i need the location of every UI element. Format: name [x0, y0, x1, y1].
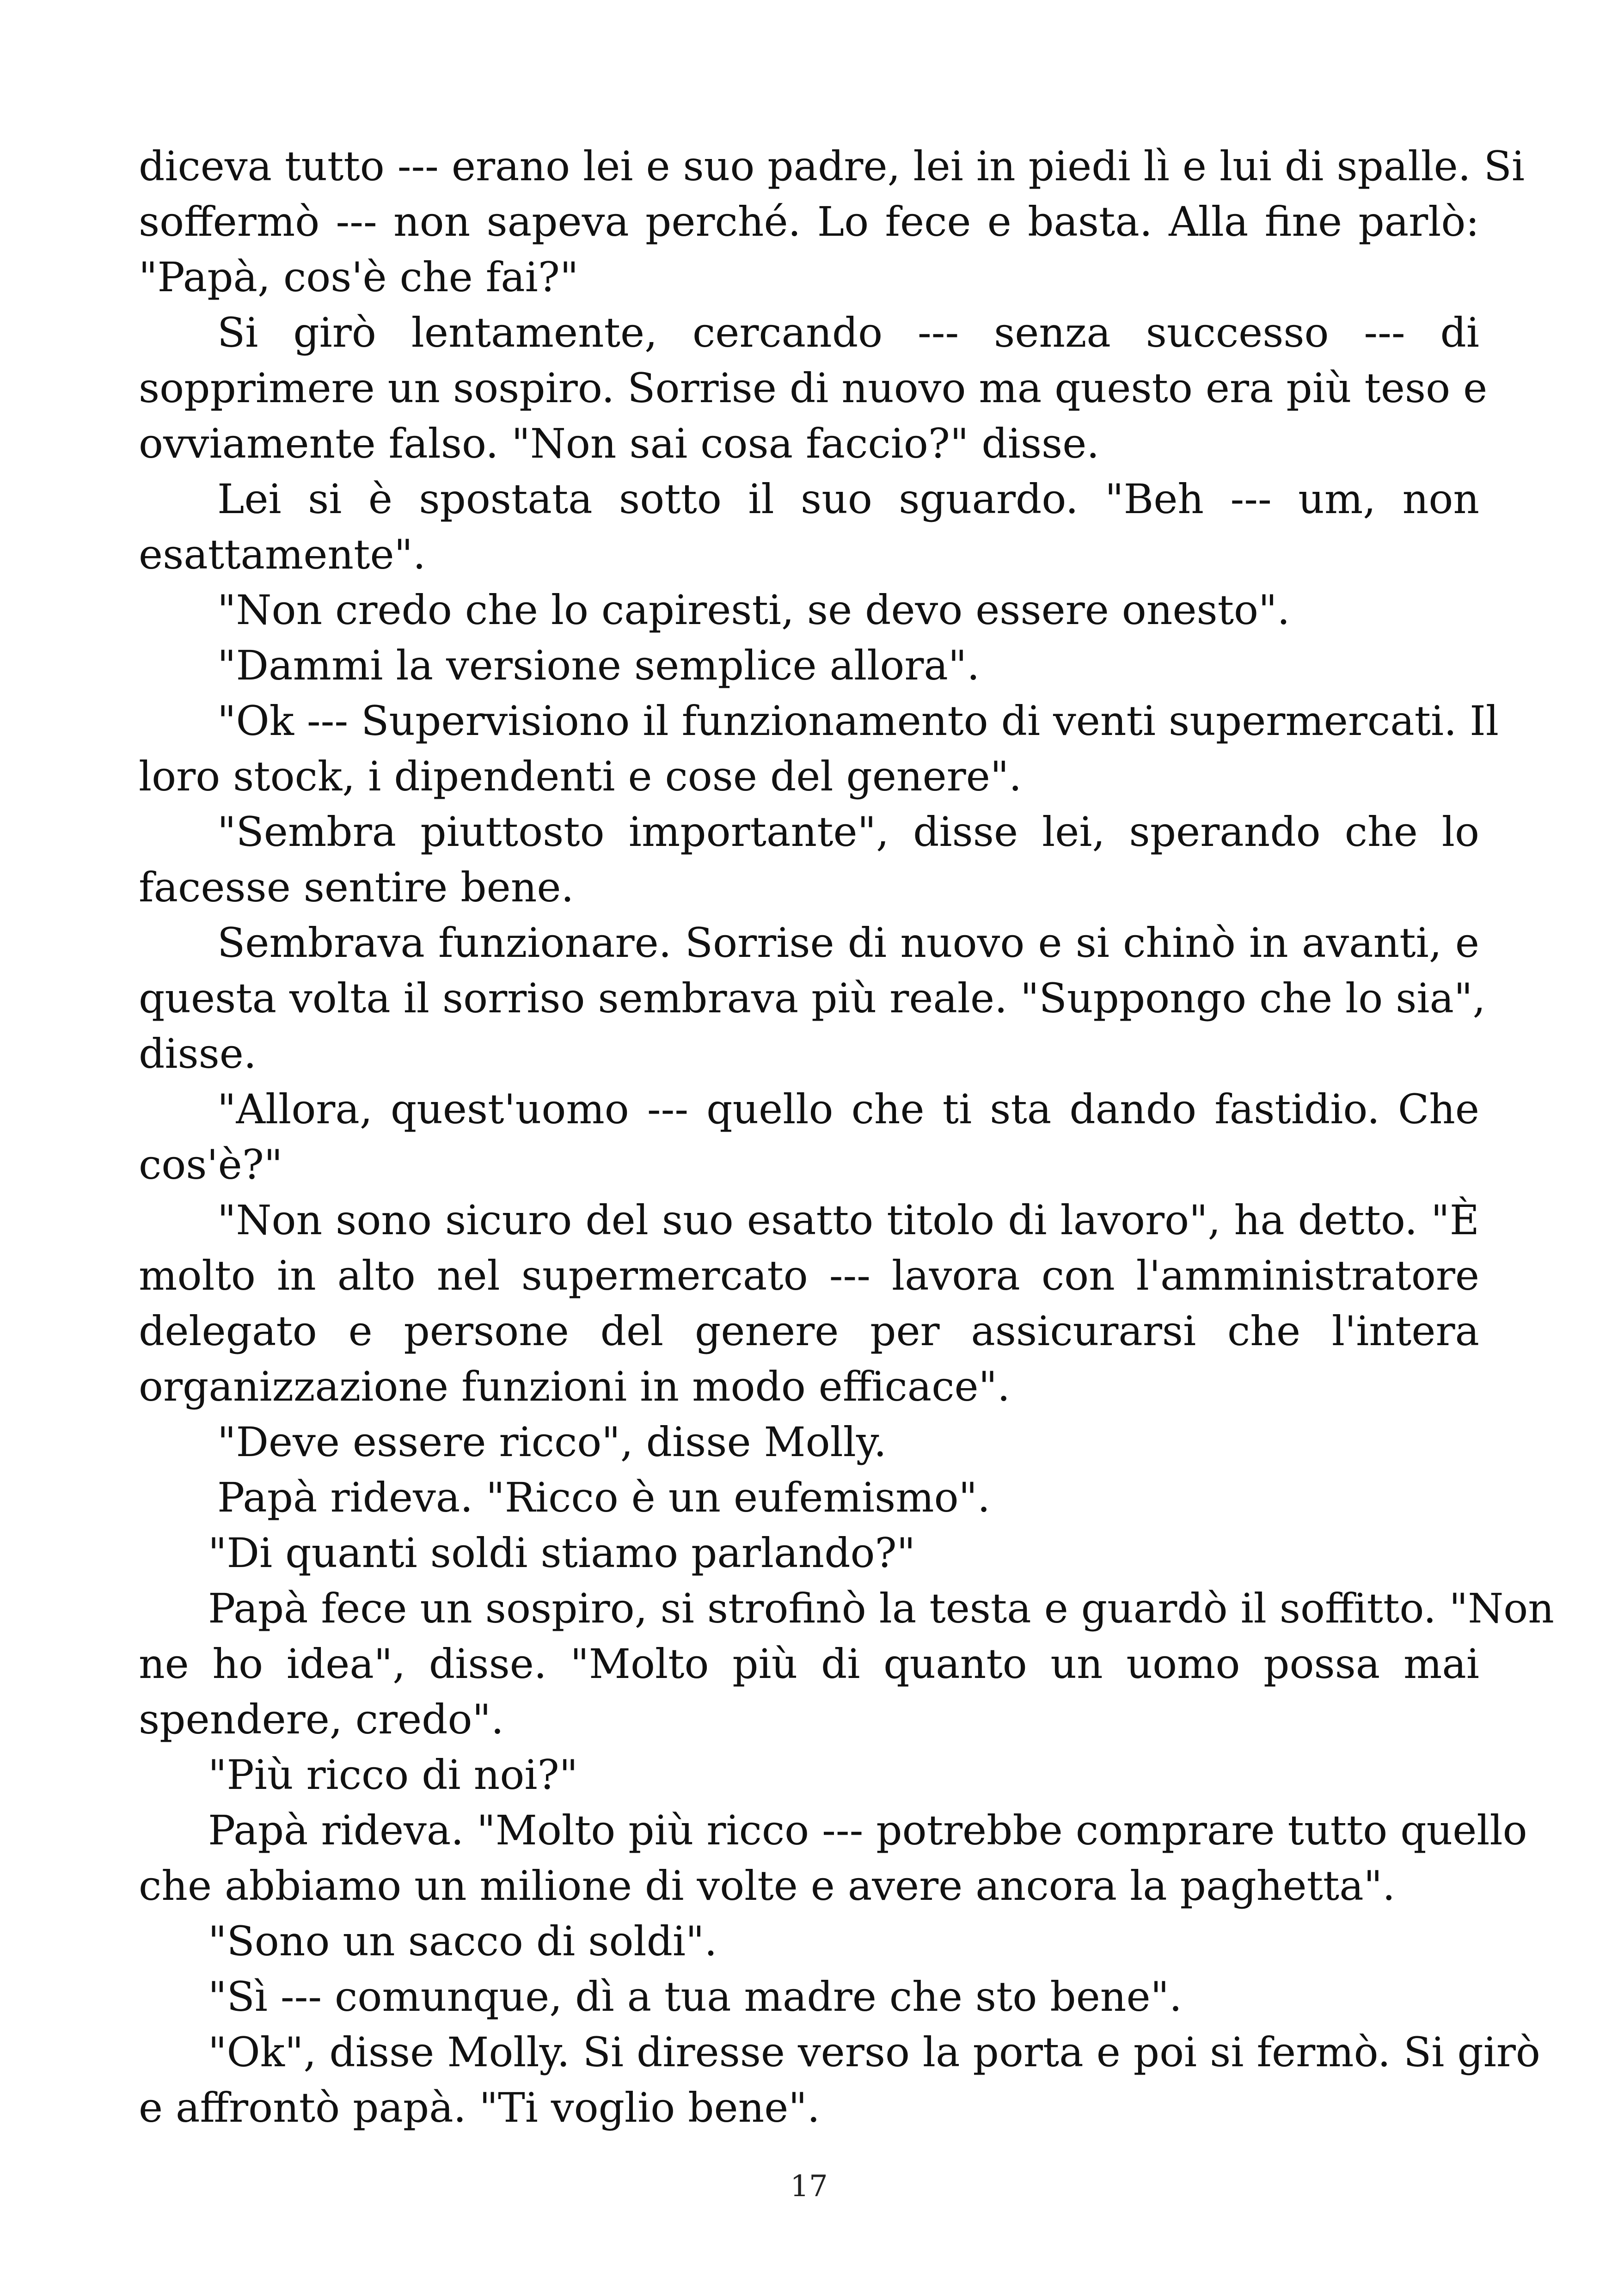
- paragraph-start: "Non sono sicuro del suo esatto titolo di lavoro", ha detto. "È: [217, 1196, 1479, 1244]
- paragraph-start: Papà rideva. "Ricco è un eufemismo".: [217, 1474, 991, 1521]
- paragraph-start: "Allora, quest'uomo --- quello che ti sta dando fastidio. Che: [217, 1085, 1479, 1133]
- paragraph-start: "Deve essere ricco", disse Molly.: [217, 1418, 887, 1466]
- paragraph-start: "Ok", disse Molly. Si diresse verso la porta e poi si fermò. Si girò: [208, 2028, 1540, 2076]
- paragraph-start: Papà fece un sospiro, si strofinò la testa e guardò il soffitto. "Non: [208, 1585, 1554, 1632]
- text-line: organizzazione funzioni in modo efficace".: [139, 1363, 1011, 1410]
- paragraph-start: Si girò lentamente, cercando --- senza successo --- di: [217, 309, 1479, 356]
- text-line: ovviamente falso. "Non sai cosa faccio?" disse.: [139, 420, 1100, 467]
- text-line: loro stock, i dipendenti e cose del genere".: [139, 753, 1022, 800]
- paragraph-start: Papà rideva. "Molto più ricco --- potrebbe comprare tutto quello: [208, 1806, 1527, 1854]
- text-line: molto in alto nel supermercato --- lavora con l'amministratore: [139, 1252, 1479, 1299]
- text-line: cos'è?": [139, 1141, 283, 1188]
- page-number: 17: [790, 2169, 828, 2204]
- page-body: [139, 139, 1554, 2136]
- paragraph-start: "Di quanti soldi stiamo parlando?": [208, 1529, 916, 1577]
- text-line: diceva tutto --- erano lei e suo padre, lei in piedi lì e lui di spalle. Si: [139, 142, 1525, 190]
- paragraph-start: "Dammi la versione semplice allora".: [217, 642, 980, 689]
- paragraph-start: "Ok --- Supervisiono il funzionamento di venti supermercati. Il: [217, 697, 1499, 745]
- text-line: ne ho idea", disse. "Molto più di quanto un uomo possa mai: [139, 1640, 1479, 1688]
- text-line: delegato e persone del genere per assicurarsi che l'intera: [139, 1307, 1479, 1355]
- text-line: facesse sentire bene.: [139, 863, 574, 911]
- paragraph-start: "Più ricco di noi?": [208, 1751, 578, 1799]
- paragraph-start: "Sembra piuttosto importante", disse lei, sperando che lo: [217, 808, 1479, 856]
- text-line: che abbiamo un milione di volte e avere ancora la paghetta".: [139, 1862, 1396, 1910]
- text-line: questa volta il sorriso sembrava più reale. "Suppongo che lo sia",: [139, 974, 1486, 1022]
- paragraph-start: "Sono un sacco di soldi".: [208, 1917, 717, 1965]
- text-line: "Papà, cos'è che fai?": [139, 253, 579, 301]
- text-line: soffermò --- non sapeva perché. Lo fece e basta. Alla fine parlò:: [139, 198, 1479, 245]
- text-line: e affrontò papà. "Ti voglio bene".: [139, 2084, 820, 2131]
- paragraph-start: Lei si è spostata sotto il suo sguardo. "Beh --- um, non: [217, 475, 1479, 523]
- text-line: disse.: [139, 1030, 257, 1078]
- text-line: sopprimere un sospiro. Sorrise di nuovo ma questo era più teso e: [139, 364, 1488, 412]
- paragraph-start: Sembrava funzionare. Sorrise di nuovo e si chinò in avanti, e: [217, 919, 1479, 967]
- text-line: spendere, credo".: [139, 1696, 504, 1743]
- text-line: esattamente".: [139, 531, 426, 578]
- paragraph-start: "Sì --- comunque, dì a tua madre che sto bene".: [208, 1973, 1182, 2020]
- paragraph-start: "Non credo che lo capiresti, se devo essere onesto".: [217, 586, 1290, 634]
